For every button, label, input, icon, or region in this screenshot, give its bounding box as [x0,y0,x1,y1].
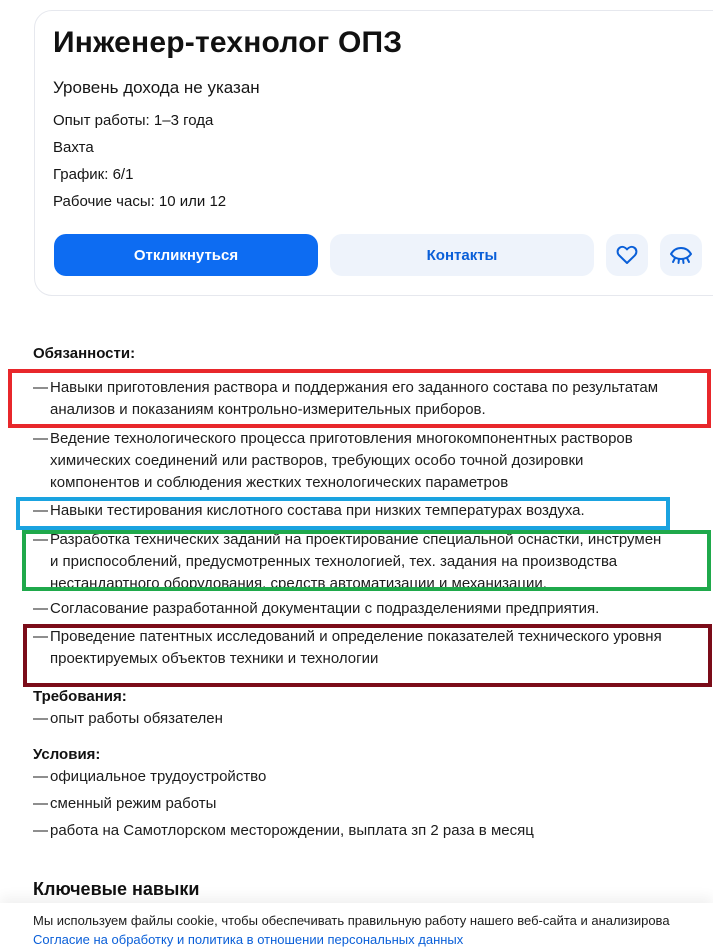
duty-line: и приспособлений, предусмотренных технологией, тех. задания на производства [50,553,618,570]
cookie-notice-text: Мы используем файлы cookie, чтобы обеспечивать правильную работу нашего веб-сайта и анализирова [33,913,670,928]
income-info: Уровень дохода не указан [53,78,260,97]
condition-text: официальное трудоустройство [50,768,267,785]
cookie-banner [0,903,713,948]
list-dash: — [33,795,48,812]
duty-line: Согласование разработанной документации с подразделениями предприятия. [50,600,600,617]
duty-line: компонентов и соблюдения жестких технологических параметров [50,474,509,491]
experience-info: Опыт работы: 1–3 года [53,112,214,129]
duties-heading: Обязанности: [33,345,136,362]
duty-line: проектируемых объектов техники и технологии [50,650,379,667]
hide-vacancy-button[interactable] [660,234,702,276]
heart-icon [616,245,638,265]
favorite-button[interactable] [606,234,648,276]
conditions-heading: Условия: [33,746,101,763]
condition-text: работа на Самотлорском месторождении, выплата зп 2 раза в месяц [50,822,534,839]
schedule-info: График: 6/1 [53,166,134,183]
duty-line: анализов и показаниям контрольно-измерительных приборов. [50,401,486,418]
vacancy-title: Инженер-технолог ОПЗ [53,26,403,59]
duty-line: Навыки приготовления раствора и поддержания его заданного состава по результатам [50,379,659,396]
requirement-text: опыт работы обязателен [50,710,223,727]
list-dash: — [33,822,48,839]
list-dash: — [33,710,48,727]
duty-line: нестандартного оборудования, средств автоматизации и механизации. [50,575,547,592]
duty-line: Ведение технологического процесса приготовления многокомпонентных растворов [50,430,633,447]
requirements-heading: Требования: [33,688,127,705]
list-dash: — [33,502,48,519]
contacts-button[interactable]: Контакты [330,234,594,276]
list-dash: — [33,768,48,785]
hours-info: Рабочие часы: 10 или 12 [53,193,227,210]
privacy-policy-link[interactable]: Согласие на обработку и политика в отношении персональных данных [33,932,464,947]
duty-line: Навыки тестирования кислотного состава при низких температурах воздуха. [50,502,585,519]
list-dash: — [33,379,48,396]
respond-button[interactable]: Откликнуться [54,234,318,276]
duty-line: Проведение патентных исследований и определение показателей технического уровня [50,628,662,645]
list-dash: — [33,430,48,447]
list-dash: — [33,531,48,548]
duty-line: химических соединений или растворов, требующих особо точной дозировки [50,452,584,469]
duty-line: Разработка технических заданий на проектирование специальной оснастки, инструмен [50,531,662,548]
work-format-info: Вахта [53,139,94,156]
key-skills-heading: Ключевые навыки [33,879,200,899]
condition-text: сменный режим работы [50,795,217,812]
list-dash: — [33,628,48,645]
list-dash: — [33,600,48,617]
hidden-eye-icon [669,245,693,265]
